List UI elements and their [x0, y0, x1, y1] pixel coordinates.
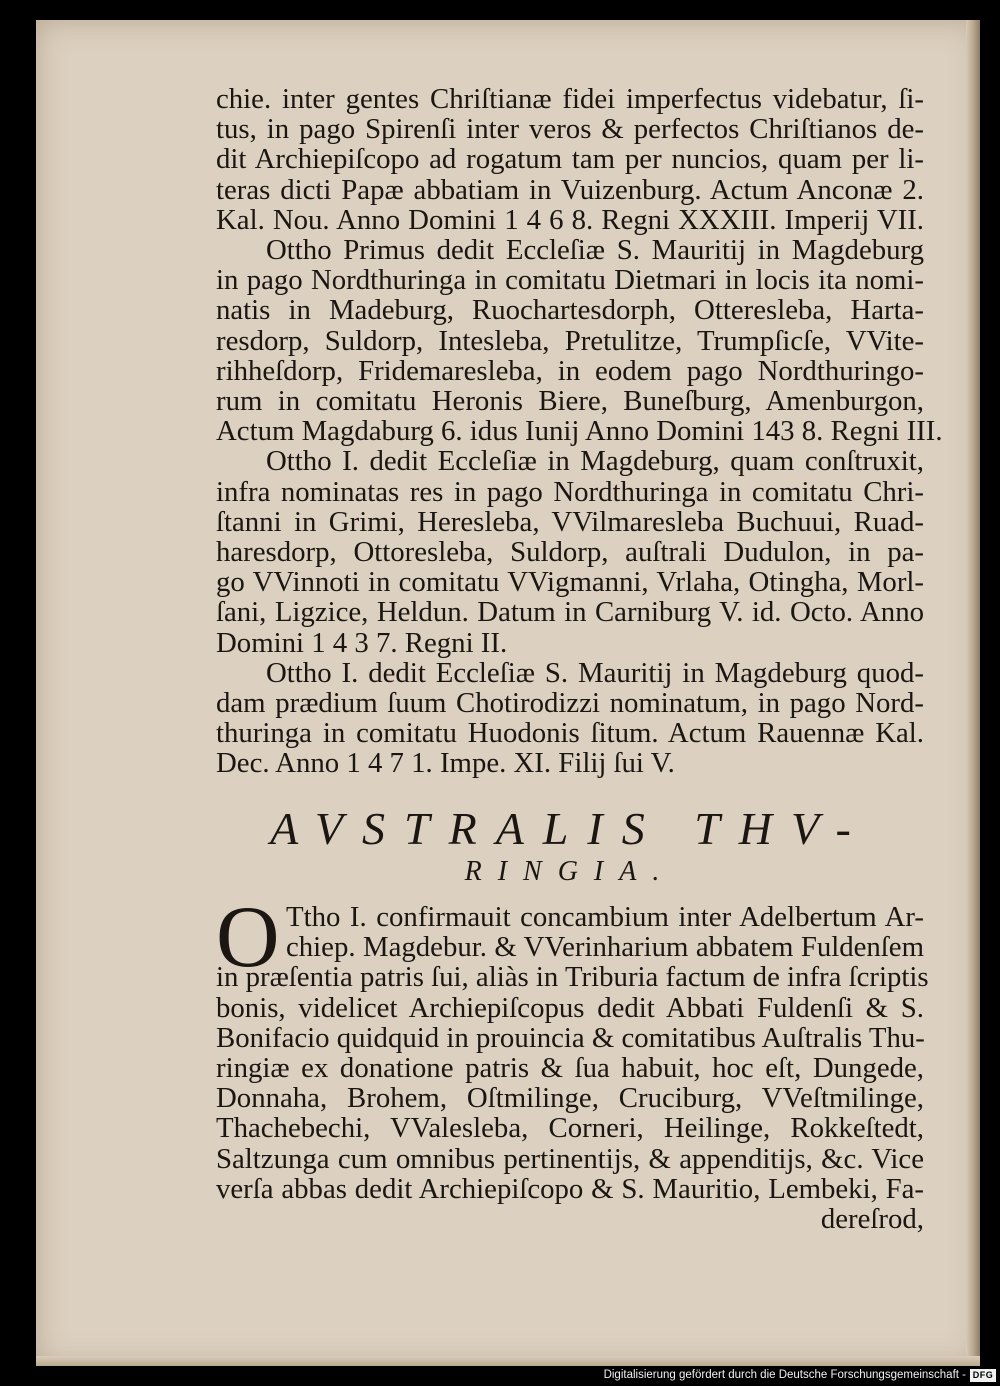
text-line: chiep. Magdebur. & VVerinharium abbatem Fuldenſem	[286, 931, 924, 964]
text-line: ſani, Ligzice, Heldun. Datum in Carniburg V. id. Octo. Anno	[216, 596, 924, 629]
text-line	[216, 235, 924, 265]
text-line: natis in Madeburg, Ruochartesdorph, Otteresleba, Harta-	[216, 294, 924, 327]
text-line: Kal. Nou. Anno Domini 1 4 6 8. Regni XXXIII. Imperij VII.	[216, 203, 924, 236]
text-line: chie. inter gentes Chriſtianæ fidei imperfectus videbatur, ſi-	[216, 83, 924, 115]
text-line: ſtanni in Grimi, Heresleba, VVilmaresleba Buchuui, Ruad-	[216, 505, 924, 538]
text-line: Saltzunga cum omnibus pertinentijs, & appenditijs, &c. Vice	[216, 1142, 924, 1175]
page-edge-bottom	[36, 1356, 980, 1366]
section-heading-line-1: AVSTRALIS THV-	[270, 803, 870, 854]
text-line-content: Ottho I. dedit Eccleſiæ in Magdeburg, quam conſtruxit,	[266, 445, 924, 478]
text-line: tus, in pago Spirenſi inter veros & perfectos Chriſtianos de-	[216, 113, 924, 146]
paragraph-4	[216, 658, 924, 779]
funding-notice: Digitalisierung gefördert durch die Deutsche Forschungsgemeinschaft -	[603, 1369, 966, 1381]
text-line: resdorp, Suldorp, Intesleba, Pretulitze, Trumpſicſe, VVite-	[216, 324, 924, 357]
book-page	[36, 20, 980, 1366]
text-line: dit Archiepiſcopo ad rogatum tam per nuncios, quam per li-	[216, 143, 924, 176]
text-line: Actum Magdaburg 6. idus Iunij Anno Domini 143 8. Regni III.	[216, 415, 943, 448]
text-line: infra nominatas res in pago Nordthuringa in comitatu Chri-	[216, 475, 924, 508]
drop-cap-paragraph	[216, 889, 929, 1236]
text-line: in pago Nordthuringa in comitatu Dietmari in locis ita nomi-	[216, 264, 924, 297]
text-line: in præſentia patris ſui, aliàs in Triburia factum de infra ſcriptis	[216, 961, 929, 994]
text-line: haresdorp, Ottoresleba, Suldorp, auſtrali Dudulon, in pa-	[216, 536, 924, 569]
text-line: teras dicti Papæ abbatiam in Vuizenburg. Actum Anconæ 2.	[216, 173, 924, 206]
text-line: Ttho I. confirmauit concambium inter Adelbertum Ar-	[286, 901, 924, 933]
catchword: dereſrod,	[820, 1203, 924, 1236]
footer-bar	[0, 1366, 1000, 1386]
text-line: go VVinnoti in comitatu VVigmanni, Vrlaha, Otingha, Morl-	[216, 566, 924, 599]
text-line: Dec. Anno 1 4 7 1. Impe. XI. Filij ſui V.	[216, 747, 675, 780]
section-heading-line-2: RINGIA.	[464, 856, 676, 887]
text-line: thuringa in comitatu Huodonis ſitum. Actum Rauennæ Kal.	[216, 717, 924, 750]
text-line: rihheſdorp, Fridemaresleba, in eodem pago Nordthuringo-	[216, 354, 924, 387]
text-line	[216, 658, 924, 688]
body-text	[216, 83, 943, 780]
section-heading	[216, 803, 924, 890]
text-line-content: Ottho I. dedit Eccleſiæ S. Mauritij in Magdeburg quod-	[266, 656, 924, 689]
text-line: bonis, videlicet Archiepiſcopus dedit Abbati Fuldenſi & S.	[216, 991, 924, 1024]
text-line-content: Ottho Primus dedit Eccleſiæ S. Mauritij in Magdeburg	[266, 234, 924, 267]
text-line: Donnaha, Brohem, Oſtmilinge, Cruciburg, VVeſtmilinge,	[216, 1082, 924, 1115]
text-line: rum in comitatu Heronis Biere, Buneſburg, Amenburgon,	[216, 385, 924, 418]
text-line	[216, 446, 924, 476]
dfg-logo-icon: DFG	[970, 1369, 996, 1382]
paragraph-3	[216, 446, 924, 657]
paragraph-1	[216, 84, 924, 235]
paragraph-2	[216, 234, 943, 448]
text-line: Thachebechi, VValesleba, Corneri, Heilinge, Rokkeſtedt,	[216, 1112, 924, 1145]
text-line: Domini 1 4 3 7. Regni II.	[216, 626, 508, 659]
drop-cap-initial: O	[216, 889, 280, 986]
text-line: Bonifacio quidquid in prouincia & comitatibus Auſtralis Thu-	[216, 1021, 925, 1054]
text-line: dam prædium ſuum Chotirodizzi nominatum, in pago Nord-	[216, 687, 924, 720]
text-line: ringiæ ex donatione patris & ſua habuit, hoc eſt, Dungede,	[216, 1052, 924, 1085]
text-line: verſa abbas dedit Archiepiſcopo & S. Mauritio, Lembeki, Fa-	[216, 1172, 924, 1205]
page-edge-right	[966, 20, 980, 1366]
